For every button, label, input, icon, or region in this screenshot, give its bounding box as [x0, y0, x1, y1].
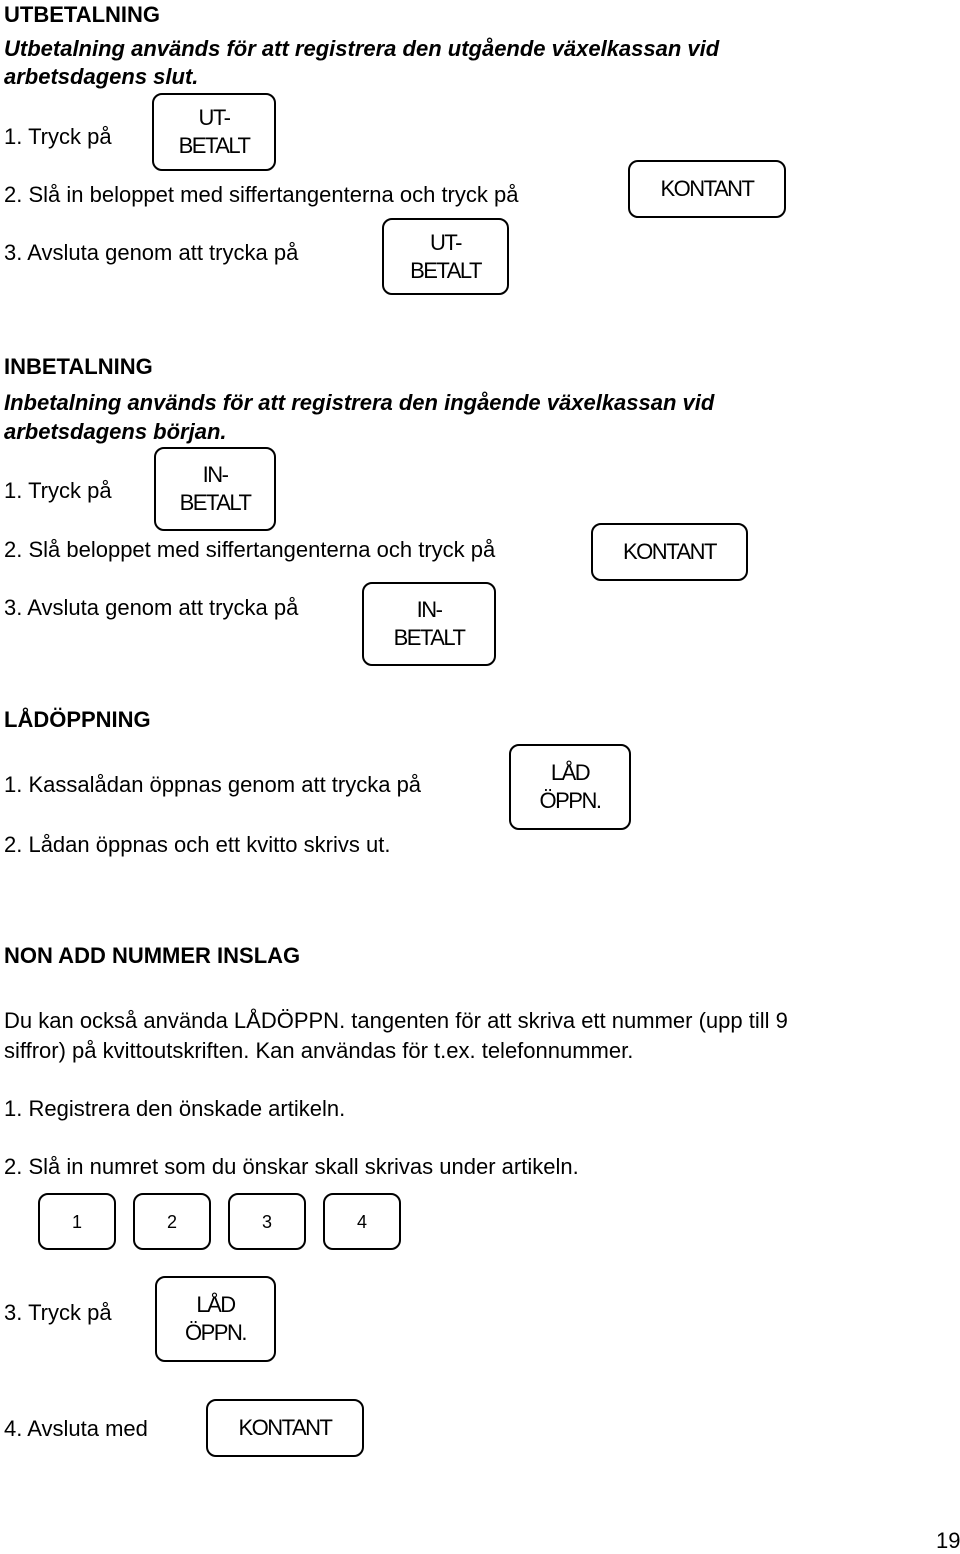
utbetalning-intro-line2: arbetsdagens slut.: [4, 64, 199, 89]
non-add-intro-line2: siffror) på kvittoutskriften. Kan användas för t.ex. telefonnummer.: [4, 1038, 634, 1063]
section-heading-ladoppning: LÅDÖPPNING: [4, 707, 151, 732]
in-betalt-key: IN- BETALT: [362, 582, 496, 666]
digit-key-1: 1: [38, 1193, 116, 1250]
section-heading-non-add: NON ADD NUMMER INSLAG: [4, 943, 301, 968]
inbetalning-step3-text: 3. Avsluta genom att trycka på: [4, 595, 299, 620]
ut-betalt-key: UT- BETALT: [382, 218, 509, 295]
kontant-key: KONTANT: [206, 1399, 364, 1457]
digit-key-4: 4: [323, 1193, 401, 1250]
section-heading-utbetalning: UTBETALNING: [4, 2, 161, 27]
inbetalning-step2-text: 2. Slå beloppet med siffertangenterna och tryck på: [4, 537, 496, 562]
non-add-step2-text: 2. Slå in numret som du önskar skall skrivas under artikeln.: [4, 1154, 579, 1179]
digit-key-2: 2: [133, 1193, 211, 1250]
page-number: 19: [936, 1528, 960, 1553]
non-add-step1-text: 1. Registrera den önskade artikeln.: [4, 1096, 346, 1121]
non-add-intro-line1: Du kan också använda LÅDÖPPN. tangenten för att skriva ett nummer (upp till 9: [4, 1008, 788, 1033]
lad-oppn-key: LÅD ÖPPN.: [509, 744, 631, 830]
lad-oppn-key: LÅD ÖPPN.: [155, 1276, 276, 1362]
kontant-key: KONTANT: [591, 523, 748, 581]
utbetalning-step3-text: 3. Avsluta genom att trycka på: [4, 240, 299, 265]
section-heading-inbetalning: INBETALNING: [4, 354, 153, 379]
utbetalning-step2-text: 2. Slå in beloppet med siffertangenterna och tryck på: [4, 182, 519, 207]
in-betalt-key: IN- BETALT: [154, 447, 276, 531]
non-add-step4-text: 4. Avsluta med: [4, 1416, 148, 1441]
kontant-key: KONTANT: [628, 160, 786, 218]
digit-key-3: 3: [228, 1193, 306, 1250]
ut-betalt-key: UT- BETALT: [152, 93, 276, 171]
ladoppning-step1-text: 1. Kassalådan öppnas genom att trycka på: [4, 772, 422, 797]
inbetalning-step1-text: 1. Tryck på: [4, 478, 112, 503]
ladoppning-step2-text: 2. Lådan öppnas och ett kvitto skrivs ut.: [4, 832, 391, 857]
utbetalning-intro-line1: Utbetalning används för att registrera den utgående växelkassan vid: [4, 36, 720, 61]
inbetalning-intro-line2: arbetsdagens början.: [4, 419, 227, 444]
inbetalning-intro-line1: Inbetalning används för att registrera den ingående växelkassan vid: [4, 390, 715, 415]
utbetalning-step1-text: 1. Tryck på: [4, 124, 112, 149]
non-add-step3-text: 3. Tryck på: [4, 1300, 112, 1325]
